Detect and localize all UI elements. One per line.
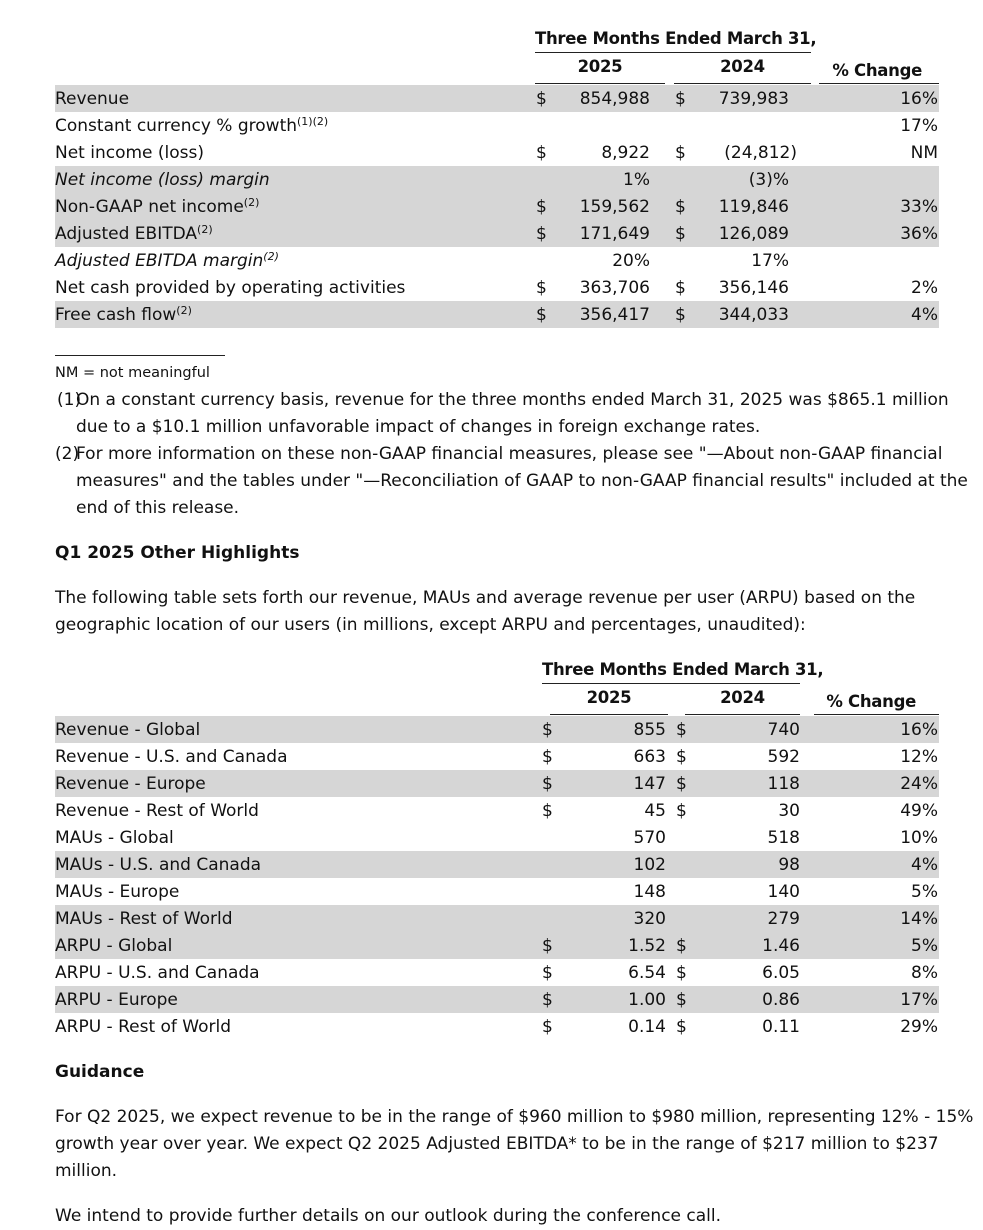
- table2-col-2025-underline: [550, 714, 668, 715]
- value-2024: 0.86: [762, 990, 800, 1010]
- dollar-sign-2024: $: [675, 224, 686, 244]
- guidance-heading: Guidance: [55, 1062, 145, 1082]
- percent-change: 5%: [911, 882, 938, 902]
- row-label-text: Adjusted EBITDA: [55, 224, 198, 244]
- table2-row-label: ARPU - Europe: [55, 990, 178, 1010]
- dollar-sign-2025: $: [542, 936, 553, 956]
- value-2025: 363,706: [579, 278, 650, 298]
- table2-row-label: MAUs - U.S. and Canada: [55, 855, 262, 875]
- table1-row-label: [55, 143, 204, 163]
- dollar-sign-2025: $: [542, 801, 553, 821]
- value-2024: 118: [767, 774, 800, 794]
- table1-row-label: [55, 170, 270, 190]
- value-2025: 854,988: [579, 89, 650, 109]
- table1-row-label: [55, 305, 192, 325]
- footnote-2-line1: For more information on these non-GAAP financial measures, please see "—About non-GAAP financial: [76, 444, 943, 464]
- highlights-intro-line2: geographic location of our users (in millions, except ARPU and percentages, unaudited):: [55, 615, 806, 635]
- percent-change: 8%: [911, 963, 938, 983]
- guidance-p1-line3: million.: [55, 1161, 118, 1181]
- table1-col-change: % Change: [832, 61, 922, 80]
- table2-col-change-underline: [814, 714, 939, 715]
- table2-row-label: Revenue - U.S. and Canada: [55, 747, 288, 767]
- table1-row-label: [55, 251, 279, 271]
- percent-change: NM: [910, 143, 938, 163]
- percent-change: 29%: [900, 1017, 938, 1037]
- table2-row-label: Revenue - Global: [55, 720, 201, 740]
- footnote-1-line1: On a constant currency basis, revenue for the three months ended March 31, 2025 was $865.1 million: [76, 390, 949, 410]
- guidance-p1-line2: growth year over year. We expect Q2 2025 Adjusted EBITDA* to be in the range of $217 million to $237: [55, 1134, 939, 1154]
- dollar-sign-2025: $: [536, 197, 547, 217]
- table2-row-label: ARPU - Rest of World: [55, 1017, 232, 1037]
- value-2024: 592: [767, 747, 800, 767]
- footnote-rule: [55, 355, 225, 356]
- guidance-p2: We intend to provide further details on our outlook during the conference call.: [55, 1206, 722, 1226]
- table1-row-label: [55, 224, 213, 244]
- table2-row-label: Revenue - Europe: [55, 774, 206, 794]
- value-2025: 159,562: [579, 197, 650, 217]
- dollar-sign-2024: $: [676, 747, 687, 767]
- row-label-text: Revenue: [55, 89, 130, 109]
- dollar-sign-2025: $: [536, 278, 547, 298]
- value-2025: 147: [633, 774, 666, 794]
- percent-change: 17%: [900, 990, 938, 1010]
- percent-change: 49%: [900, 801, 938, 821]
- row-label-text: Net income (loss): [55, 143, 205, 163]
- dollar-sign-2025: $: [536, 89, 547, 109]
- table2-row-label: MAUs - Europe: [55, 882, 180, 902]
- highlights-heading: Q1 2025 Other Highlights: [55, 543, 300, 563]
- value-2024: 126,089: [718, 224, 789, 244]
- percent-change: 16%: [900, 720, 938, 740]
- value-2024: 356,146: [718, 278, 789, 298]
- value-2025: 0.14: [628, 1017, 666, 1037]
- dollar-sign-2024: $: [675, 197, 686, 217]
- dollar-sign-2024: $: [675, 305, 686, 325]
- value-2025: 663: [633, 747, 666, 767]
- dollar-sign-2024: $: [675, 278, 686, 298]
- value-2025: 1%: [623, 170, 650, 190]
- dollar-sign-2025: $: [536, 143, 547, 163]
- table2-row-shading: [55, 986, 939, 1013]
- value-2024: 1.46: [762, 936, 800, 956]
- dollar-sign-2025: $: [536, 224, 547, 244]
- table2-row-label: ARPU - U.S. and Canada: [55, 963, 260, 983]
- table1-period-header: Three Months Ended March 31,: [535, 29, 817, 48]
- table2-col-2024-underline: [685, 714, 800, 715]
- dollar-sign-2024: $: [676, 936, 687, 956]
- percent-change: 2%: [911, 278, 938, 298]
- value-2025: 8,922: [601, 143, 650, 163]
- value-2024: 140: [767, 882, 800, 902]
- percent-change: 36%: [900, 224, 938, 244]
- value-2024: 279: [767, 909, 800, 929]
- value-2025: 45: [644, 801, 666, 821]
- footnote-2-marker: (2): [55, 444, 80, 464]
- value-2025: 1.52: [628, 936, 666, 956]
- table2-period-header: Three Months Ended March 31,: [542, 660, 824, 679]
- value-2025: 1.00: [628, 990, 666, 1010]
- table1-col-2025: 2025: [577, 57, 623, 76]
- table2-col-change: % Change: [826, 692, 916, 711]
- table2-row-label: Revenue - Rest of World: [55, 801, 259, 821]
- dollar-sign-2024: $: [676, 774, 687, 794]
- dollar-sign-2024: $: [675, 89, 686, 109]
- guidance-p1-line1: For Q2 2025, we expect revenue to be in the range of $960 million to $980 million, representing 12% - 15%: [55, 1107, 974, 1127]
- table1-row-label: [55, 116, 328, 136]
- footnote-reference: (2): [176, 304, 192, 317]
- dollar-sign-2025: $: [542, 720, 553, 740]
- row-label-text: Adjusted EBITDA margin: [55, 251, 264, 271]
- table2-row-label: MAUs - Rest of World: [55, 909, 233, 929]
- row-label-text: Net cash provided by operating activities: [55, 278, 406, 298]
- dollar-sign-2024: $: [676, 801, 687, 821]
- percent-change: 10%: [900, 828, 938, 848]
- dollar-sign-2025: $: [542, 963, 553, 983]
- table1-row-label: [55, 89, 129, 109]
- footnote-1-marker: (1): [57, 390, 82, 410]
- table2-row-label: ARPU - Global: [55, 936, 173, 956]
- value-2024: 30: [778, 801, 800, 821]
- percent-change: 5%: [911, 936, 938, 956]
- table1-col-2024-underline: [674, 83, 811, 84]
- value-2024: 17%: [751, 251, 789, 271]
- dollar-sign-2025: $: [536, 305, 547, 325]
- value-2024: 119,846: [718, 197, 789, 217]
- dollar-sign-2024: $: [676, 1017, 687, 1037]
- percent-change: 12%: [900, 747, 938, 767]
- table1-col-2025-underline: [535, 83, 665, 84]
- footnote-reference: (2): [197, 223, 213, 236]
- footnote-2-line3: end of this release.: [76, 498, 240, 518]
- row-label-text: Net income (loss) margin: [55, 170, 270, 190]
- percent-change: 16%: [900, 89, 938, 109]
- dollar-sign-2024: $: [676, 990, 687, 1010]
- value-2024: 344,033: [718, 305, 789, 325]
- value-2024: (3)%: [748, 170, 789, 190]
- table2-row-label: MAUs - Global: [55, 828, 174, 848]
- footnote-reference: (2): [263, 250, 279, 263]
- row-label-text: Non-GAAP net income: [55, 197, 244, 217]
- value-2025: 102: [633, 855, 666, 875]
- table2-col-2025: 2025: [586, 688, 632, 707]
- value-2024: 518: [767, 828, 800, 848]
- table2-row-shading: [55, 932, 939, 959]
- value-2024: (24,812): [724, 143, 797, 163]
- footnote-reference: (1)(2): [297, 115, 329, 128]
- row-label-text: Constant currency % growth: [55, 116, 298, 136]
- footnote-1-line2: due to a $10.1 million unfavorable impact of changes in foreign exchange rates.: [76, 417, 761, 437]
- dollar-sign-2024: $: [676, 963, 687, 983]
- value-2025: 6.54: [628, 963, 666, 983]
- percent-change: 4%: [911, 855, 938, 875]
- value-2024: 740: [767, 720, 800, 740]
- highlights-intro-line1: The following table sets forth our revenue, MAUs and average revenue per user (ARPU) based on the: [55, 588, 916, 608]
- percent-change: 24%: [900, 774, 938, 794]
- percent-change: 17%: [900, 116, 938, 136]
- dollar-sign-2025: $: [542, 990, 553, 1010]
- value-2025: 20%: [612, 251, 650, 271]
- table1-row-label: [55, 278, 405, 298]
- footnote-nm: NM = not meaningful: [55, 365, 210, 381]
- value-2025: 356,417: [579, 305, 650, 325]
- value-2024: 0.11: [762, 1017, 800, 1037]
- value-2025: 570: [633, 828, 666, 848]
- value-2025: 171,649: [579, 224, 650, 244]
- table1-period-underline: [535, 52, 811, 53]
- table2-period-underline: [542, 683, 800, 684]
- percent-change: 4%: [911, 305, 938, 325]
- value-2025: 855: [633, 720, 666, 740]
- table1-row-shading: [55, 85, 939, 112]
- dollar-sign-2025: $: [542, 774, 553, 794]
- dollar-sign-2025: $: [542, 1017, 553, 1037]
- value-2024: 739,983: [718, 89, 789, 109]
- percent-change: 14%: [900, 909, 938, 929]
- value-2024: 6.05: [762, 963, 800, 983]
- table2-col-2024: 2024: [720, 688, 765, 707]
- value-2025: 148: [633, 882, 666, 902]
- dollar-sign-2024: $: [676, 720, 687, 740]
- table1-row-label: [55, 197, 259, 217]
- value-2025: 320: [633, 909, 666, 929]
- footnote-reference: (2): [243, 196, 260, 209]
- row-label-text: Free cash flow: [55, 305, 177, 325]
- dollar-sign-2025: $: [542, 747, 553, 767]
- percent-change: 33%: [900, 197, 938, 217]
- table1-col-2024: 2024: [720, 57, 765, 76]
- value-2024: 98: [778, 855, 800, 875]
- dollar-sign-2024: $: [675, 143, 686, 163]
- footnote-2-line2: measures" and the tables under "—Reconciliation of GAAP to non-GAAP financial results" included at the: [76, 471, 968, 491]
- table1-col-change-underline: [819, 83, 939, 84]
